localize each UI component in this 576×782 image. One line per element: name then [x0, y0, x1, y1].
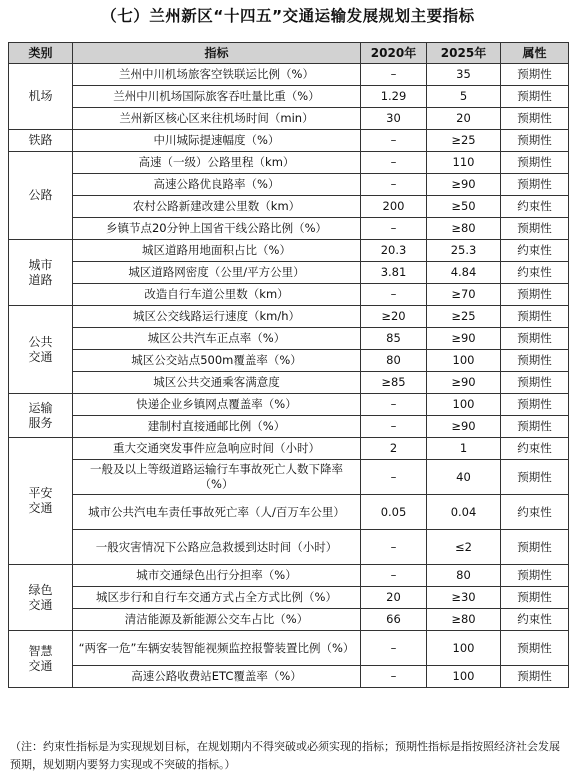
- table-row: [9, 460, 569, 495]
- table-row: [9, 196, 569, 218]
- value-2020-cell: 30: [361, 108, 427, 130]
- attribute-cell: 预期性: [501, 86, 569, 108]
- table-row: [9, 262, 569, 284]
- attribute-cell: 预期性: [501, 152, 569, 174]
- value-2020-cell: –: [361, 416, 427, 438]
- attribute-cell: 约束性: [501, 495, 569, 530]
- attribute-cell: 预期性: [501, 587, 569, 609]
- value-2020-cell: 66: [361, 609, 427, 631]
- header-indicator: 指标: [73, 43, 361, 64]
- attribute-cell: 预期性: [501, 631, 569, 666]
- table-row: [9, 666, 569, 688]
- value-2025-cell: 100: [427, 350, 501, 372]
- category-cell: 运输 服务: [9, 394, 73, 438]
- category-cell: 平安 交通: [9, 438, 73, 565]
- value-2025-cell: ≥90: [427, 416, 501, 438]
- value-2025-cell: ≥80: [427, 218, 501, 240]
- attribute-cell: 预期性: [501, 372, 569, 394]
- value-2020-cell: ≥85: [361, 372, 427, 394]
- value-2025-cell: ≥30: [427, 587, 501, 609]
- table-row: [9, 306, 569, 328]
- table-row: [9, 631, 569, 666]
- value-2025-cell: 110: [427, 152, 501, 174]
- value-2020-cell: 85: [361, 328, 427, 350]
- value-2025-cell: 100: [427, 394, 501, 416]
- value-2020-cell: ≥20: [361, 306, 427, 328]
- table-row: [9, 328, 569, 350]
- value-2020-cell: 2: [361, 438, 427, 460]
- indicator-cell: 重大交通突发事件应急响应时间（小时）: [73, 438, 361, 460]
- indicator-cell: 城区公共交通乘客满意度: [73, 372, 361, 394]
- value-2020-cell: 0.05: [361, 495, 427, 530]
- value-2025-cell: 100: [427, 631, 501, 666]
- attribute-cell: 约束性: [501, 240, 569, 262]
- attribute-cell: 预期性: [501, 350, 569, 372]
- value-2020-cell: –: [361, 565, 427, 587]
- value-2020-cell: –: [361, 218, 427, 240]
- attribute-cell: 预期性: [501, 460, 569, 495]
- attribute-cell: 预期性: [501, 108, 569, 130]
- value-2020-cell: 80: [361, 350, 427, 372]
- value-2025-cell: 0.04: [427, 495, 501, 530]
- attribute-cell: 预期性: [501, 666, 569, 688]
- attribute-cell: 约束性: [501, 262, 569, 284]
- table-row: [9, 350, 569, 372]
- value-2025-cell: 4.84: [427, 262, 501, 284]
- value-2025-cell: ≥25: [427, 306, 501, 328]
- indicator-cell: 城市交通绿色出行分担率（%）: [73, 565, 361, 587]
- indicator-cell: 清洁能源及新能源公交车占比（%）: [73, 609, 361, 631]
- indicator-cell: 城区公交线路运行速度（km/h）: [73, 306, 361, 328]
- attribute-cell: 预期性: [501, 306, 569, 328]
- header-attribute: 属性: [501, 43, 569, 64]
- table-row: [9, 64, 569, 86]
- value-2020-cell: –: [361, 631, 427, 666]
- value-2025-cell: 25.3: [427, 240, 501, 262]
- indicator-cell: 农村公路新建改建公里数（km）: [73, 196, 361, 218]
- value-2025-cell: ≥90: [427, 328, 501, 350]
- indicator-cell: “两客一危”车辆安装智能视频监控报警装置比例（%）: [73, 631, 361, 666]
- value-2020-cell: –: [361, 174, 427, 196]
- attribute-cell: 约束性: [501, 609, 569, 631]
- indicator-table: [8, 42, 569, 688]
- attribute-cell: 预期性: [501, 174, 569, 196]
- value-2025-cell: ≥25: [427, 130, 501, 152]
- value-2025-cell: ≥50: [427, 196, 501, 218]
- attribute-cell: 预期性: [501, 64, 569, 86]
- page-title: （七）兰州新区“十四五”交通运输发展规划主要指标: [101, 7, 475, 25]
- value-2020-cell: 200: [361, 196, 427, 218]
- footnote: （注：约束性指标是为实现规划目标，在规划期内不得突破或必须实现的指标；预期性指标是指按照经济社会发展预期，规划期内要努力实现或不突破的指标。）: [10, 740, 560, 771]
- value-2025-cell: 80: [427, 565, 501, 587]
- value-2025-cell: 1: [427, 438, 501, 460]
- category-cell: 城市 道路: [9, 240, 73, 306]
- value-2025-cell: 40: [427, 460, 501, 495]
- attribute-cell: 预期性: [501, 565, 569, 587]
- category-cell: 公共 交通: [9, 306, 73, 394]
- attribute-cell: 预期性: [501, 130, 569, 152]
- value-2020-cell: –: [361, 460, 427, 495]
- value-2025-cell: 20: [427, 108, 501, 130]
- indicator-cell: 快递企业乡镇网点覆盖率（%）: [73, 394, 361, 416]
- value-2025-cell: 5: [427, 86, 501, 108]
- category-cell: 绿色 交通: [9, 565, 73, 631]
- attribute-cell: 预期性: [501, 328, 569, 350]
- attribute-cell: 预期性: [501, 530, 569, 565]
- value-2020-cell: –: [361, 666, 427, 688]
- table-row: [9, 108, 569, 130]
- category-cell: 公路: [9, 152, 73, 240]
- table-row: [9, 587, 569, 609]
- indicator-cell: 高速公路收费站ETC覆盖率（%）: [73, 666, 361, 688]
- value-2025-cell: 35: [427, 64, 501, 86]
- attribute-cell: 预期性: [501, 394, 569, 416]
- indicator-cell: 中川城际提速幅度（%）: [73, 130, 361, 152]
- category-cell: 铁路: [9, 130, 73, 152]
- indicator-cell: 兰州中川机场国际旅客吞吐量比重（%）: [73, 86, 361, 108]
- category-cell: 智慧 交通: [9, 631, 73, 688]
- attribute-cell: 约束性: [501, 196, 569, 218]
- value-2025-cell: ≥90: [427, 174, 501, 196]
- table-row: [9, 240, 569, 262]
- attribute-cell: 预期性: [501, 284, 569, 306]
- attribute-cell: 预期性: [501, 218, 569, 240]
- value-2025-cell: ≥90: [427, 372, 501, 394]
- header-category: 类别: [9, 43, 73, 64]
- table-row: [9, 609, 569, 631]
- value-2025-cell: ≥70: [427, 284, 501, 306]
- indicator-cell: 改造自行车道公里数（km）: [73, 284, 361, 306]
- value-2025-cell: ≥80: [427, 609, 501, 631]
- attribute-cell: 约束性: [501, 438, 569, 460]
- table-row: [9, 86, 569, 108]
- value-2020-cell: –: [361, 152, 427, 174]
- indicator-cell: 城区公交站点500m覆盖率（%）: [73, 350, 361, 372]
- table-row: [9, 284, 569, 306]
- category-cell: 机场: [9, 64, 73, 130]
- table-header-row: [9, 43, 569, 64]
- value-2020-cell: 20: [361, 587, 427, 609]
- indicator-cell: 城区步行和自行车交通方式占全方式比例（%）: [73, 587, 361, 609]
- value-2020-cell: 20.3: [361, 240, 427, 262]
- table-row: [9, 565, 569, 587]
- value-2020-cell: 1.29: [361, 86, 427, 108]
- header-2025: 2025年: [427, 43, 501, 64]
- value-2020-cell: –: [361, 64, 427, 86]
- indicator-cell: 高速公路优良路率（%）: [73, 174, 361, 196]
- table-row: [9, 438, 569, 460]
- header-2020: 2020年: [361, 43, 427, 64]
- indicator-cell: 城区道路网密度（公里/平方公里）: [73, 262, 361, 284]
- indicator-cell: 城区道路用地面积占比（%）: [73, 240, 361, 262]
- indicator-cell: 建制村直接通邮比例（%）: [73, 416, 361, 438]
- value-2025-cell: 100: [427, 666, 501, 688]
- indicator-cell: 城区公共汽车正点率（%）: [73, 328, 361, 350]
- table-body: [9, 64, 569, 688]
- table-row: [9, 152, 569, 174]
- value-2020-cell: –: [361, 394, 427, 416]
- indicator-cell: 城市公共汽电车责任事故死亡率（人/百万车公里）: [73, 495, 361, 530]
- table-row: [9, 174, 569, 196]
- value-2020-cell: 3.81: [361, 262, 427, 284]
- table-row: [9, 130, 569, 152]
- value-2025-cell: ≤2: [427, 530, 501, 565]
- table-row: [9, 372, 569, 394]
- value-2020-cell: –: [361, 284, 427, 306]
- indicator-cell: 一般灾害情况下公路应急救援到达时间（小时）: [73, 530, 361, 565]
- indicator-cell: 兰州新区核心区来往机场时间（min）: [73, 108, 361, 130]
- table-row: [9, 218, 569, 240]
- value-2020-cell: –: [361, 530, 427, 565]
- indicator-cell: 一般及以上等级道路运输行车事故死亡人数下降率（%）: [73, 460, 361, 495]
- value-2020-cell: –: [361, 130, 427, 152]
- table-row: [9, 495, 569, 530]
- indicator-cell: 高速（一级）公路里程（km）: [73, 152, 361, 174]
- indicator-cell: 兰州中川机场旅客空铁联运比例（%）: [73, 64, 361, 86]
- table-row: [9, 416, 569, 438]
- indicator-cell: 乡镇节点20分钟上国省干线公路比例（%）: [73, 218, 361, 240]
- attribute-cell: 预期性: [501, 416, 569, 438]
- table-row: [9, 530, 569, 565]
- table-row: [9, 394, 569, 416]
